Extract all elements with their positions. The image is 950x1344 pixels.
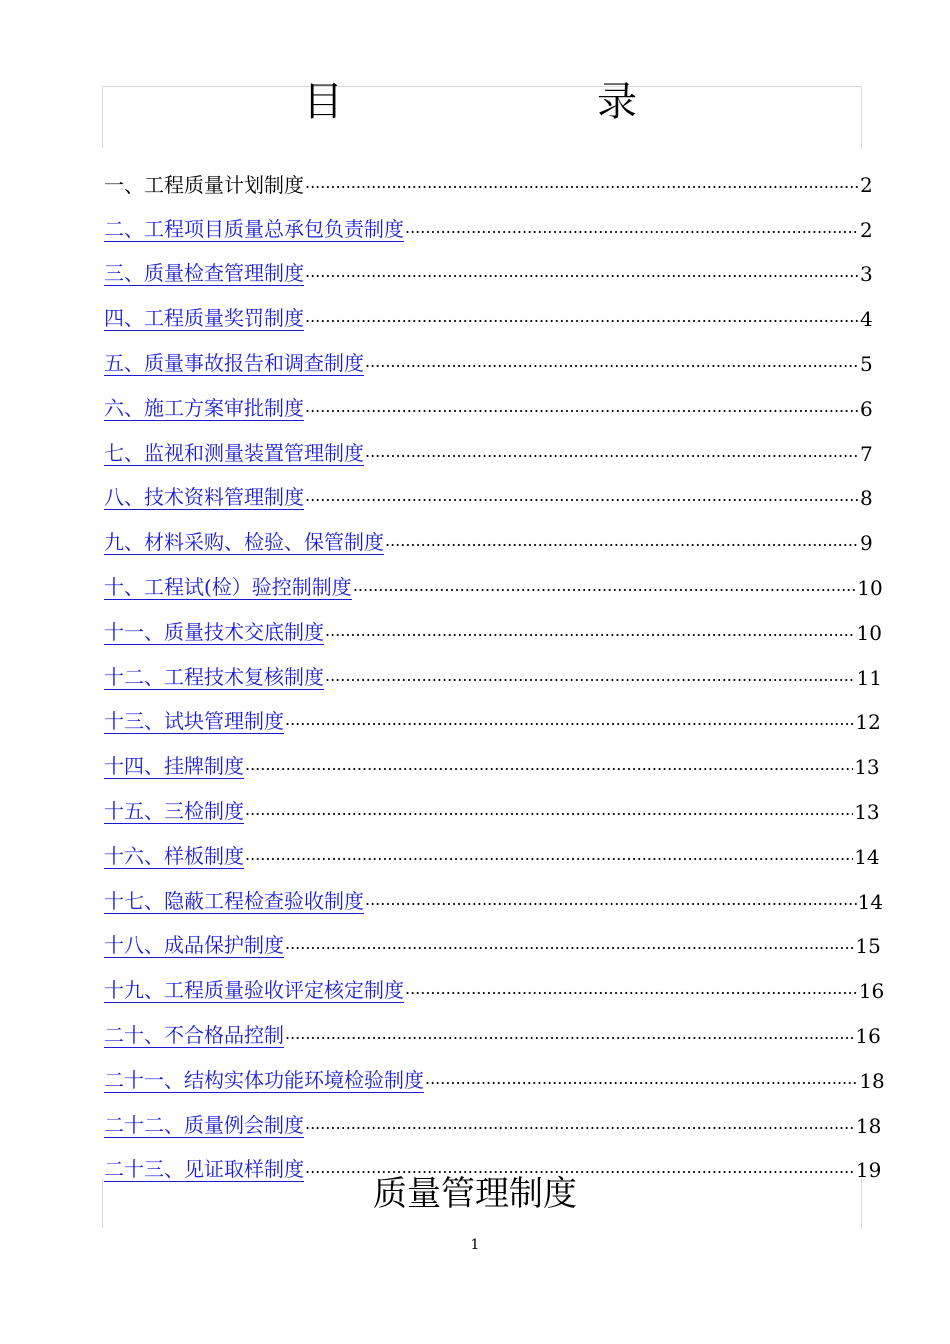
toc-entry[interactable]: [104, 600, 882, 645]
toc-entry[interactable]: [104, 466, 872, 511]
toc-entry-label[interactable]: 二十三、见证取样制度: [104, 1157, 304, 1182]
toc-entry-label[interactable]: 七、监视和测量装置管理制度: [104, 440, 364, 465]
toc-entry-label[interactable]: 九、材料采购、检验、保管制度: [104, 530, 384, 555]
toc-page-number: 2: [860, 172, 873, 197]
toc-entry[interactable]: [104, 152, 872, 197]
toc-page-number: 5: [860, 351, 873, 376]
toc-entry[interactable]: [104, 869, 884, 914]
toc-entry-label[interactable]: 十二、工程技术复核制度: [104, 664, 324, 689]
toc-page-number: 2: [860, 217, 873, 242]
toc-dot-leader: [385, 529, 859, 553]
toc-entry[interactable]: [104, 555, 883, 600]
toc-entry[interactable]: [104, 645, 882, 690]
toc-entry-label[interactable]: 二十二、质量例会制度: [104, 1112, 304, 1137]
toc-entry[interactable]: [104, 331, 872, 376]
toc-entry[interactable]: [104, 734, 880, 780]
toc-page-number: 8: [860, 486, 873, 511]
toc-entry[interactable]: [104, 376, 872, 421]
toc-entry[interactable]: [104, 1093, 882, 1138]
toc-dot-leader: [305, 1112, 855, 1136]
toc-entry-label: 一、工程质量计划制度: [104, 172, 304, 197]
toc-entry[interactable]: [104, 779, 880, 824]
toc-entry[interactable]: [104, 1048, 885, 1093]
toc-entry-label[interactable]: 四、工程质量奖罚制度: [104, 306, 304, 331]
toc-dot-leader: [365, 440, 859, 464]
toc-dot-leader: [245, 753, 853, 777]
toc-page-number: 6: [860, 396, 873, 421]
toc-dot-leader: [245, 843, 853, 867]
toc-entry[interactable]: [104, 690, 881, 735]
toc-page-number: 13: [854, 755, 880, 780]
toc-dot-leader: [285, 1022, 854, 1046]
toc-page-number: 14: [857, 889, 884, 914]
toc-entry[interactable]: [104, 914, 881, 959]
toc-dot-leader: [365, 888, 857, 912]
toc-dot-leader: [405, 216, 859, 240]
toc-dot-leader: [305, 395, 859, 419]
toc-entry[interactable]: [104, 1003, 881, 1048]
toc-entry-label[interactable]: 二、工程项目质量总承包负责制度: [104, 216, 404, 241]
toc-dot-leader: [405, 977, 858, 1001]
toc-dot-leader: [285, 932, 854, 956]
toc-dot-leader: [305, 171, 859, 195]
toc-page-number: 12: [855, 710, 881, 735]
toc-entry[interactable]: [104, 197, 872, 242]
toc-entry-label[interactable]: 三、质量检查管理制度: [104, 261, 304, 286]
toc-page-number: 19: [855, 1158, 882, 1183]
toc-page-number: 16: [855, 1023, 881, 1048]
toc-entry-label[interactable]: 六、施工方案审批制度: [104, 395, 304, 420]
document-title: 质量管理制度: [373, 1174, 577, 1214]
toc-entry[interactable]: [104, 421, 872, 466]
toc-title: 目 录: [303, 79, 695, 125]
toc-page-number: 14: [854, 844, 880, 869]
toc-entry-label[interactable]: 五、质量事故报告和调查制度: [104, 350, 364, 375]
toc-page-number: 13: [854, 799, 880, 824]
toc-entry-label[interactable]: 二十一、结构实体功能环境检验制度: [104, 1067, 424, 1092]
toc-entry-label[interactable]: 八、技术资料管理制度: [104, 485, 304, 510]
toc-entry[interactable]: [104, 510, 872, 555]
toc-dot-leader: [245, 798, 853, 822]
toc-entry-label[interactable]: 十四、挂牌制度: [104, 754, 244, 779]
toc-entry-label[interactable]: 十五、三检制度: [104, 798, 244, 823]
toc-page-number: 7: [860, 441, 873, 466]
toc-entry-label[interactable]: 十三、试块管理制度: [104, 709, 284, 734]
toc-dot-leader: [305, 484, 859, 508]
toc-dot-leader: [305, 305, 859, 329]
toc-entry[interactable]: [104, 286, 872, 331]
toc-page-number: 10: [857, 575, 883, 600]
toc-entry-label[interactable]: 十九、工程质量验收评定核定制度: [104, 978, 404, 1003]
toc-entry[interactable]: [104, 824, 880, 869]
toc-page-number: 15: [855, 934, 881, 959]
toc-dot-leader: [353, 574, 856, 598]
toc-page-number: 4: [860, 307, 873, 332]
toc-dot-leader: [285, 708, 854, 732]
toc-page-number: 11: [856, 665, 882, 690]
page-number: 1: [470, 1237, 480, 1253]
toc-entry-label[interactable]: 二十、不合格品控制: [104, 1022, 284, 1047]
toc-dot-leader: [325, 619, 855, 643]
toc-dot-leader: [325, 664, 855, 688]
toc-dot-leader: [425, 1067, 858, 1091]
toc-dot-leader: [305, 260, 859, 284]
toc-entry-label[interactable]: 十八、成品保护制度: [104, 933, 284, 958]
toc-entry-label[interactable]: 十、工程试(检）验控制制度: [104, 574, 352, 599]
toc-page-number: 3: [860, 262, 873, 287]
toc-entry[interactable]: [104, 958, 885, 1004]
toc-dot-leader: [365, 350, 859, 374]
table-of-contents: [104, 152, 885, 1183]
toc-page-number: 16: [858, 979, 885, 1004]
toc-entry-label[interactable]: 十七、隐蔽工程检查验收制度: [104, 888, 364, 913]
toc-entry[interactable]: [104, 242, 872, 287]
toc-page-number: 10: [856, 620, 882, 645]
toc-page-number: 18: [859, 1068, 885, 1093]
toc-page-number: 18: [855, 1113, 882, 1138]
toc-entry-label[interactable]: 十一、质量技术交底制度: [104, 619, 324, 644]
toc-page-number: 9: [860, 531, 873, 556]
toc-entry-label[interactable]: 十六、样板制度: [104, 843, 244, 868]
